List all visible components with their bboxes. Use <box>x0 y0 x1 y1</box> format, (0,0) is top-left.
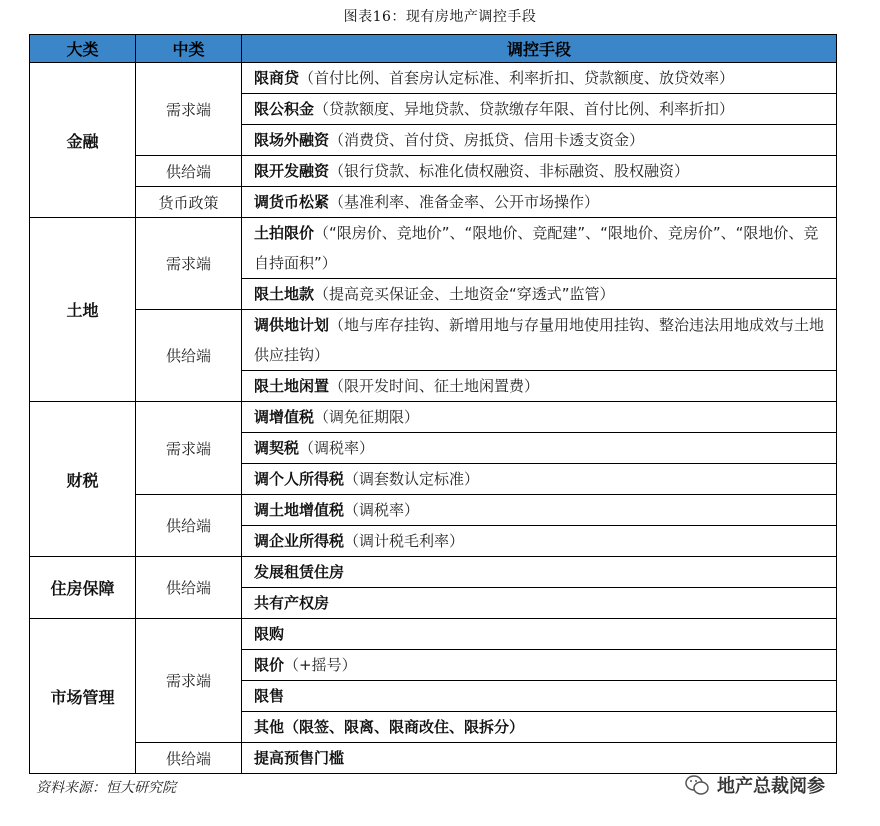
subcategory-cell: 供给端 <box>136 495 242 557</box>
measure-detail: （限开发时间、征土地闲置费） <box>329 377 540 395</box>
measure-detail: （调税率） <box>344 501 420 519</box>
category-cell: 住房保障 <box>30 557 136 619</box>
subcategory-cell: 供给端 <box>136 557 242 619</box>
table-row <box>30 218 837 279</box>
table-row <box>30 63 837 94</box>
measure-name: 提高预售门槛 <box>254 749 345 767</box>
subcategory-cell: 需求端 <box>136 619 242 743</box>
measure-name: 调契税 <box>254 439 300 457</box>
measure-cell <box>242 650 837 681</box>
measure-cell <box>242 63 837 94</box>
measure-cell <box>242 402 837 433</box>
measure-cell <box>242 187 837 218</box>
measure-name: 限售 <box>254 687 285 705</box>
measure-name: 其他（限签、限离、限商改住、限拆分） <box>254 718 525 736</box>
measure-cell <box>242 94 837 125</box>
measure-cell <box>242 495 837 526</box>
measure-cell <box>242 279 837 310</box>
table-row <box>30 310 837 371</box>
measure-name: 限土地款 <box>254 285 315 303</box>
measure-name: 调供地计划 <box>254 316 330 334</box>
measure-cell <box>242 712 837 743</box>
measure-cell <box>242 619 837 650</box>
measure-name: 限土地闲置 <box>254 377 330 395</box>
table-row <box>30 187 837 218</box>
table-row <box>30 619 837 650</box>
measure-name: 调个人所得税 <box>254 470 345 488</box>
measure-name: 土拍限价 <box>254 224 315 242</box>
header-measures: 调控手段 <box>242 35 837 63</box>
measure-name: 调增值税 <box>254 408 315 426</box>
measure-cell <box>242 433 837 464</box>
subcategory-cell: 供给端 <box>136 310 242 402</box>
measure-cell <box>242 218 837 279</box>
category-cell: 土地 <box>30 218 136 402</box>
table-row <box>30 495 837 526</box>
watermark-text: 地产总裁阅参 <box>717 776 825 797</box>
measure-detail: （+摇号） <box>284 656 357 674</box>
subcategory-cell: 需求端 <box>136 63 242 156</box>
measure-detail: （调税率） <box>299 439 375 457</box>
measure-name: 调土地增值税 <box>254 501 345 519</box>
watermark <box>685 772 825 798</box>
measure-detail: （调套数认定标准） <box>344 470 480 488</box>
category-cell: 金融 <box>30 63 136 218</box>
subcategory-cell: 需求端 <box>136 402 242 495</box>
measure-detail: （地与库存挂钩、新增用地与存量用地使用挂钩、整治违法用地成效与土地供应挂钩） <box>254 316 825 364</box>
measure-name: 限商贷 <box>254 69 300 87</box>
measure-detail: （基准利率、准备金率、公开市场操作） <box>329 193 600 211</box>
measure-name: 限公积金 <box>254 100 315 118</box>
measure-cell <box>242 371 837 402</box>
policy-table <box>29 34 837 774</box>
measure-cell <box>242 125 837 156</box>
subcategory-cell: 需求端 <box>136 218 242 310</box>
measure-detail: （首付比例、首套房认定标准、利率折扣、贷款额度、放贷效率） <box>299 69 735 87</box>
header-row <box>30 35 837 63</box>
measure-cell <box>242 526 837 557</box>
measure-cell <box>242 588 837 619</box>
measure-detail: （提高竞买保证金、土地资金“穿透式”监管） <box>314 285 615 303</box>
category-cell: 市场管理 <box>30 619 136 774</box>
measure-cell <box>242 464 837 495</box>
table-row <box>30 557 837 588</box>
table-row <box>30 402 837 433</box>
measure-detail: （调免征期限） <box>314 408 420 426</box>
header-subcategory: 中类 <box>136 35 242 63</box>
measure-name: 限开发融资 <box>254 162 330 180</box>
measure-cell <box>242 557 837 588</box>
wechat-icon <box>685 774 709 796</box>
measure-detail: （“限房价、竞地价”、“限地价、竞配建”、“限地价、竞房价”、“限地价、竞自持面积”） <box>254 224 819 272</box>
category-cell: 财税 <box>30 402 136 557</box>
measure-name: 限场外融资 <box>254 131 330 149</box>
table-row <box>30 743 837 774</box>
measure-name: 限购 <box>254 625 285 643</box>
measure-cell <box>242 310 837 371</box>
subcategory-cell: 供给端 <box>136 743 242 774</box>
measure-name: 调企业所得税 <box>254 532 345 550</box>
measure-cell <box>242 156 837 187</box>
subcategory-cell: 供给端 <box>136 156 242 187</box>
source-note: 资料来源：恒大研究院 <box>36 780 176 796</box>
measure-detail: （消费贷、首付贷、房抵贷、信用卡透支资金） <box>329 131 645 149</box>
measure-name: 限价 <box>254 656 285 674</box>
table-caption: 图表16：现有房地产调控手段 <box>343 9 537 25</box>
subcategory-cell: 货币政策 <box>136 187 242 218</box>
header-category: 大类 <box>30 35 136 63</box>
measure-detail: （调计税毛利率） <box>344 532 465 550</box>
table-row <box>30 156 837 187</box>
measure-cell <box>242 681 837 712</box>
measure-detail: （贷款额度、异地贷款、贷款缴存年限、首付比例、利率折扣） <box>314 100 735 118</box>
measure-name: 调货币松紧 <box>254 193 330 211</box>
measure-cell <box>242 743 837 774</box>
measure-name: 共有产权房 <box>254 594 330 612</box>
measure-name: 发展租赁住房 <box>254 563 345 581</box>
measure-detail: （银行贷款、标准化债权融资、非标融资、股权融资） <box>329 162 690 180</box>
